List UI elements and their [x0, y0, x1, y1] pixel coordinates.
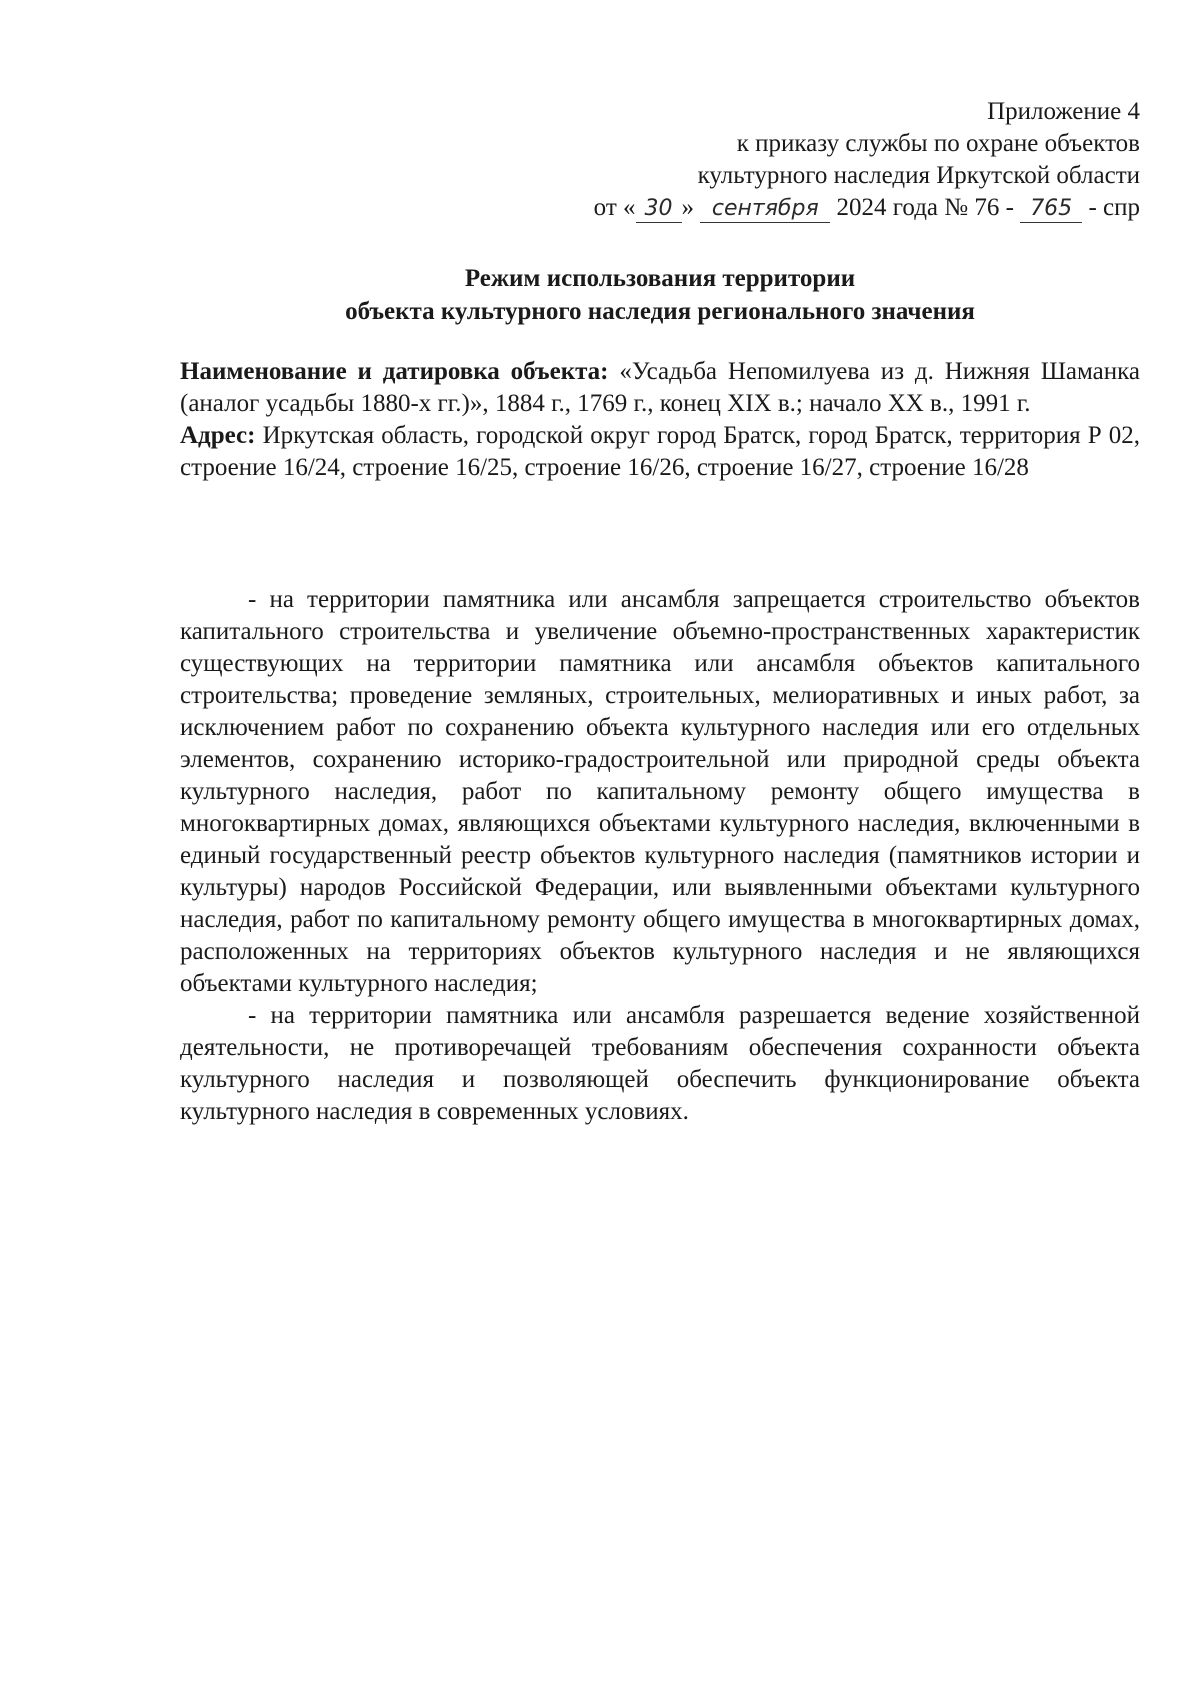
object-info [180, 356, 1140, 484]
handwritten-day: 30 [636, 196, 682, 223]
title-line-2: объекта культурного наследия регионального значения [345, 298, 975, 325]
attachment-header [500, 96, 1140, 224]
object-address-value: Иркутская область, городской округ город Братск, город Братск, территория Р 02, строение 16/24, строение 16/25, строение 16/26, строение 16/27, строение 16/28 [180, 422, 1141, 481]
handwritten-order-number: 765 [1020, 196, 1082, 223]
object-address-paragraph [180, 420, 1140, 484]
attachment-date-line [500, 192, 1140, 224]
date-prefix: от « [593, 194, 636, 221]
rule-prohibition: - на территории памятника или ансамбля запрещается строительство объектов капитального строительства и увеличение объемно-пространственных характеристик существующих на территории памятника или ансамбля объектов капитального строительства; проведение земляных, строительных, мелиоративных и иных работ, за исключением работ по сохранению объекта культурного наследия или его отдельных элементов, сохранению историко-градостроительной или природной среды объекта культурного наследия, работ по капитальному ремонту общего имущества в многоквартирных домах, являющихся объектами культурного наследия, включенными в единый государственный реестр объектов культурного наследия (памятников истории и культуры) народов Российской Федерации, или выявленными объектами культурного наследия, работ по капитальному ремонту общего имущества в многоквартирных домах, расположенных на территориях объектов культурного наследия и не являющихся объектами культурного наследия; [180, 586, 1140, 997]
object-name-value: «Усадьба Непомилуева из д. Нижняя Шаманка (аналог усадьбы 1880-х гг.)», 1884 г., 1769 г., конец XIX в.; начало XX в., 1991 г. [180, 358, 1141, 417]
date-suffix: 2024 года № 76 - [836, 194, 1014, 221]
object-name-label: Наименование и датировка объекта: [180, 358, 609, 385]
document-title [180, 262, 1140, 328]
attachment-line-3: культурного наследия Иркутской области [697, 162, 1140, 189]
object-name-paragraph [180, 356, 1140, 420]
date-mid: » [681, 194, 695, 221]
attachment-line-2: к приказу службы по охране объектов [736, 130, 1140, 157]
attachment-line-1: Приложение 4 [987, 98, 1140, 125]
usage-rules [180, 584, 1140, 1128]
object-address-label: Адрес: [180, 422, 256, 449]
rule-permission: - на территории памятника или ансамбля разрешается ведение хозяйственной деятельности, не противоречащей требованиям обеспечения сохранности объекта культурного наследия и позволяющей обеспечить функционирование объекта культурного наследия в современных условиях. [180, 1002, 1140, 1125]
order-suffix: - спр [1088, 194, 1140, 221]
handwritten-month: сентября [700, 196, 830, 223]
title-line-1: Режим использования территории [464, 265, 856, 292]
